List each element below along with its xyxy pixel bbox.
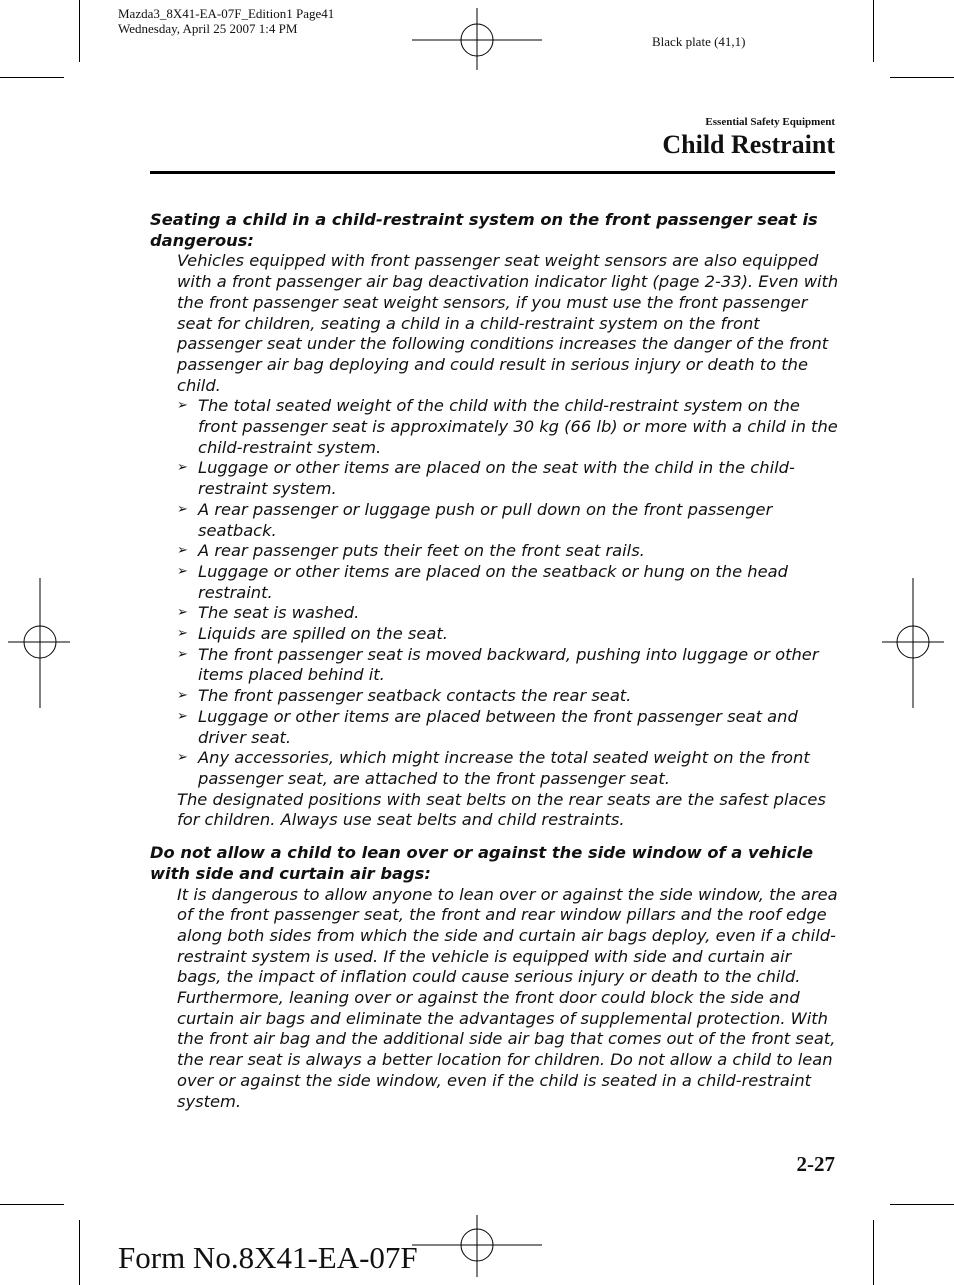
crop-mark	[890, 1204, 954, 1205]
registration-mark-icon	[412, 1215, 542, 1277]
arrow-bullet-icon: ➢	[177, 605, 188, 621]
list-item: ➢ The total seated weight of the child with the child-restraint system on the front passenger seat is approximately 30 kg (66 lb) or more with a child in the child-restraint system.	[177, 396, 838, 457]
crop-mark	[79, 1220, 80, 1285]
warning-block	[150, 210, 840, 831]
arrow-bullet-icon: ➢	[177, 501, 188, 517]
arrow-bullet-icon: ➢	[177, 626, 188, 642]
crop-mark	[873, 0, 874, 62]
page-content	[150, 210, 840, 1124]
list-item: ➢ A rear passenger or luggage push or pull down on the front passenger seatback.	[177, 499, 773, 540]
page-title: Child Restraint	[662, 130, 835, 159]
warning-heading: Do not allow a child to lean over or against the side window of a vehicle with side and curtain air bags:	[150, 843, 814, 883]
list-item: ➢ Luggage or other items are placed on the seatback or hung on the head restraint.	[177, 561, 788, 602]
arrow-bullet-icon: ➢	[177, 563, 188, 579]
registration-mark-icon	[882, 578, 944, 708]
crop-mark	[0, 1204, 64, 1205]
form-number: Form No.8X41-EA-07F	[118, 1240, 418, 1275]
arrow-bullet-icon: ➢	[177, 398, 188, 414]
list-item: ➢ The front passenger seatback contacts the rear seat.	[177, 686, 632, 706]
warning-outro: The designated positions with seat belts on the rear seats are the safest places for children. Always use seat belts and child restraints.	[177, 789, 826, 830]
condition-list	[177, 396, 840, 789]
registration-mark-icon	[412, 8, 542, 70]
list-item: ➢ The front passenger seat is moved backward, pushing into luggage or other items placed behind it.	[177, 644, 819, 685]
plate-label: Black plate (41,1)	[652, 34, 746, 49]
list-item: ➢ Any accessories, which might increase the total seated weight on the front passenger seat, are attached to the front passenger seat.	[177, 748, 810, 788]
list-item: ➢ Luggage or other items are placed on the seat with the child in the child-restraint system.	[177, 458, 795, 499]
crop-mark	[79, 0, 80, 62]
arrow-bullet-icon: ➢	[177, 646, 188, 662]
arrow-bullet-icon: ➢	[177, 460, 188, 476]
registration-mark-icon	[8, 578, 70, 708]
arrow-bullet-icon: ➢	[177, 688, 188, 704]
slug-line-2: Wednesday, April 25 2007 1:4 PM	[118, 21, 298, 36]
crop-mark	[0, 77, 64, 78]
list-item: ➢ A rear passenger puts their feet on the front seat rails.	[177, 541, 645, 561]
crop-mark	[873, 1220, 874, 1285]
section-label: Essential Safety Equipment	[705, 116, 835, 128]
arrow-bullet-icon: ➢	[177, 543, 188, 559]
slug-line-1: Mazda3_8X41-EA-07F_Edition1 Page41	[118, 6, 335, 21]
list-item: ➢ Luggage or other items are placed between the front passenger seat and driver seat.	[177, 706, 798, 747]
warning-intro: Vehicles equipped with front passenger seat weight sensors are also equipped with a front passenger air bag deactivation indicator light (page 2-33). Even with the front passenger seat weight sensors, if you must use the front passenger seat for children, seating a child in a child-restraint system on the front passenger seat under the following conditions increases the danger of the front passenger air bag deploying and could result in serious injury or death to the child.	[177, 251, 839, 395]
list-item: ➢ Liquids are spilled on the seat.	[177, 624, 448, 644]
print-slug	[118, 6, 334, 36]
warning-intro: It is dangerous to allow anyone to lean over or against the side window, the area of the front passenger seat, the front and rear window pillars and the roof edge along both sides from which the side and curtain air bags deploy, even if a child-restraint system is used. If the vehicle is equipped with side and curtain air bags, the impact of inflation could cause serious injury or death to the child. Furthermore, leaning over or against the front door could block the side and curtain air bags and eliminate the advantages of supplemental protection. With the front air bag and the additional side air bag that comes out of the front seat, the rear seat is always a better location for children. Do not allow a child to lean over or against the side window, even if the child is seated in a child-restraint system.	[177, 884, 838, 1111]
header-rule	[150, 171, 835, 174]
warning-heading: Seating a child in a child-restraint system on the front passenger seat is dangerous:	[150, 210, 818, 250]
crop-mark	[890, 77, 954, 78]
page-number: 2-27	[796, 1152, 835, 1176]
warning-block	[150, 843, 840, 1112]
arrow-bullet-icon: ➢	[177, 750, 188, 766]
list-item: ➢ The seat is washed.	[177, 603, 360, 623]
arrow-bullet-icon: ➢	[177, 708, 188, 724]
